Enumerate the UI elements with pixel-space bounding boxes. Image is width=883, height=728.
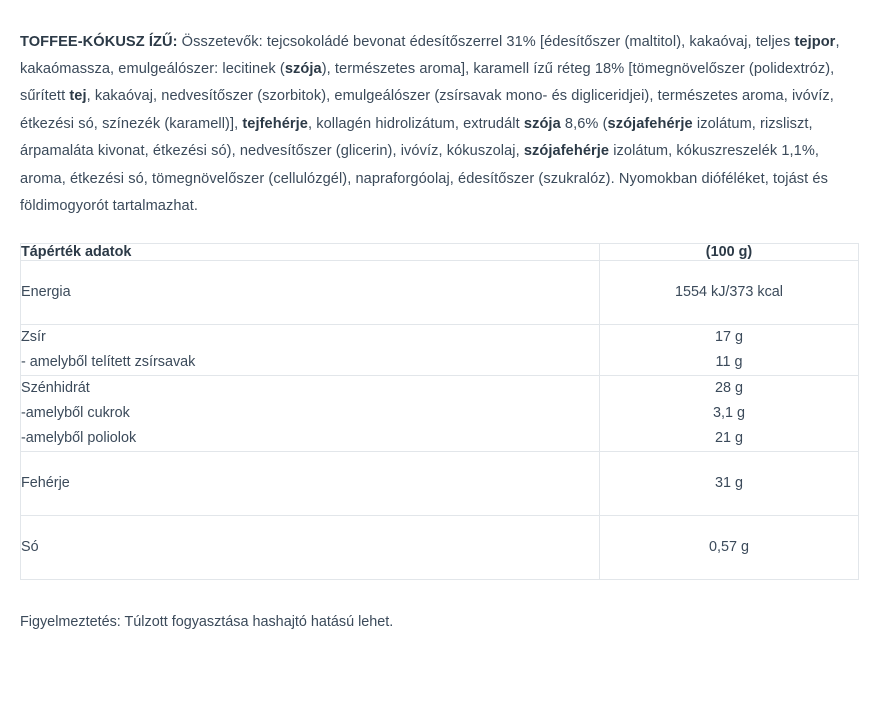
table-row [21, 324, 859, 375]
product-name: TOFFEE-KÓKUSZ ÍZŰ: [20, 33, 178, 50]
nutrient-label-line: -amelyből poliolok [21, 429, 137, 446]
nutrient-label-line: Só [21, 538, 39, 555]
nutrient-value-line: 28 g [714, 379, 743, 396]
nutrient-value-line: 31 g [714, 474, 743, 491]
nutrient-value-line: 11 g [715, 353, 743, 370]
nutrient-label-cell [21, 324, 600, 375]
nutrient-label-line: Fehérje [21, 474, 70, 491]
nutrient-label-cell [21, 375, 600, 451]
nutrient-label-cell [21, 260, 600, 324]
nutrient-value-line: 21 g [714, 429, 743, 446]
ingredients-text: Összetevők: tejcsokoládé bevonat édesítőszerrel 31% [édesítőszer (maltitol), kakaóvaj, teljes tejpor, kakaómassza, emulgeálószer: lecitinek (szója), természetes aroma], karamell ízű réteg 18% [tömegnövelőszer (polidextróz), sűrített tej, kakaóvaj, nedvesítőszer (szorbitok), emulgeálószer (zsírsavak mono- és digliceridjei), természetes aroma, ivóvíz, étkezési só, színezék (karamell)], tejfehérje, kollagén hidrolizátum, extrudált szója 8,6% (szójafehérje izolátum, rizsliszt, árpamaláta kivonat, étkezési só), nedvesítőszer (glicerin), ivóvíz, kókuszolaj, szójafehérje izolátum, kókuszreszelék 1,1%, aroma, étkezési só, tömegnövelőszer (cellulózgél), napraforgóolaj, édesítőszer (szukralóz). Nyomokban dióféléket, tojást és földimogyorót tartalmazhat. [20, 33, 840, 215]
nutrient-value-cell [600, 515, 859, 579]
nutrient-value-line: 17 g [714, 328, 743, 345]
table-row [21, 260, 859, 324]
table-row [21, 515, 859, 579]
nutrient-label-cell [21, 515, 600, 579]
nutrient-label-line: Szénhidrát [21, 379, 90, 396]
nutrient-label-line: -amelyből cukrok [21, 404, 130, 421]
warning-text: Figyelmeztetés: Túlzott fogyasztása hashajtó hatású lehet. [20, 614, 394, 631]
nutrient-value-line: 0,57 g [708, 538, 749, 555]
header-label-cell: Tápérték adatok [21, 243, 600, 260]
table-row [21, 451, 859, 515]
nutrition-table [20, 243, 859, 581]
nutrient-value-cell [600, 375, 859, 451]
table-header-row [21, 243, 859, 260]
nutrient-label-line: Zsír [21, 328, 46, 345]
nutrient-value-cell [600, 451, 859, 515]
nutrient-label-line: - amelyből telített zsírsavak [21, 353, 196, 370]
nutrient-label-cell [21, 451, 600, 515]
nutrition-table-head [21, 243, 859, 260]
nutrient-value-cell [600, 324, 859, 375]
nutrient-value-line: 3,1 g [712, 404, 745, 421]
table-row [21, 375, 859, 451]
nutrient-label-line: Energia [21, 283, 71, 300]
ingredients-paragraph [20, 29, 863, 221]
nutrient-value-cell [600, 260, 859, 324]
header-amount-cell: (100 g) [600, 243, 859, 260]
nutrition-table-body [21, 260, 859, 580]
nutrient-value-line: 1554 kJ/373 kcal [674, 283, 783, 300]
